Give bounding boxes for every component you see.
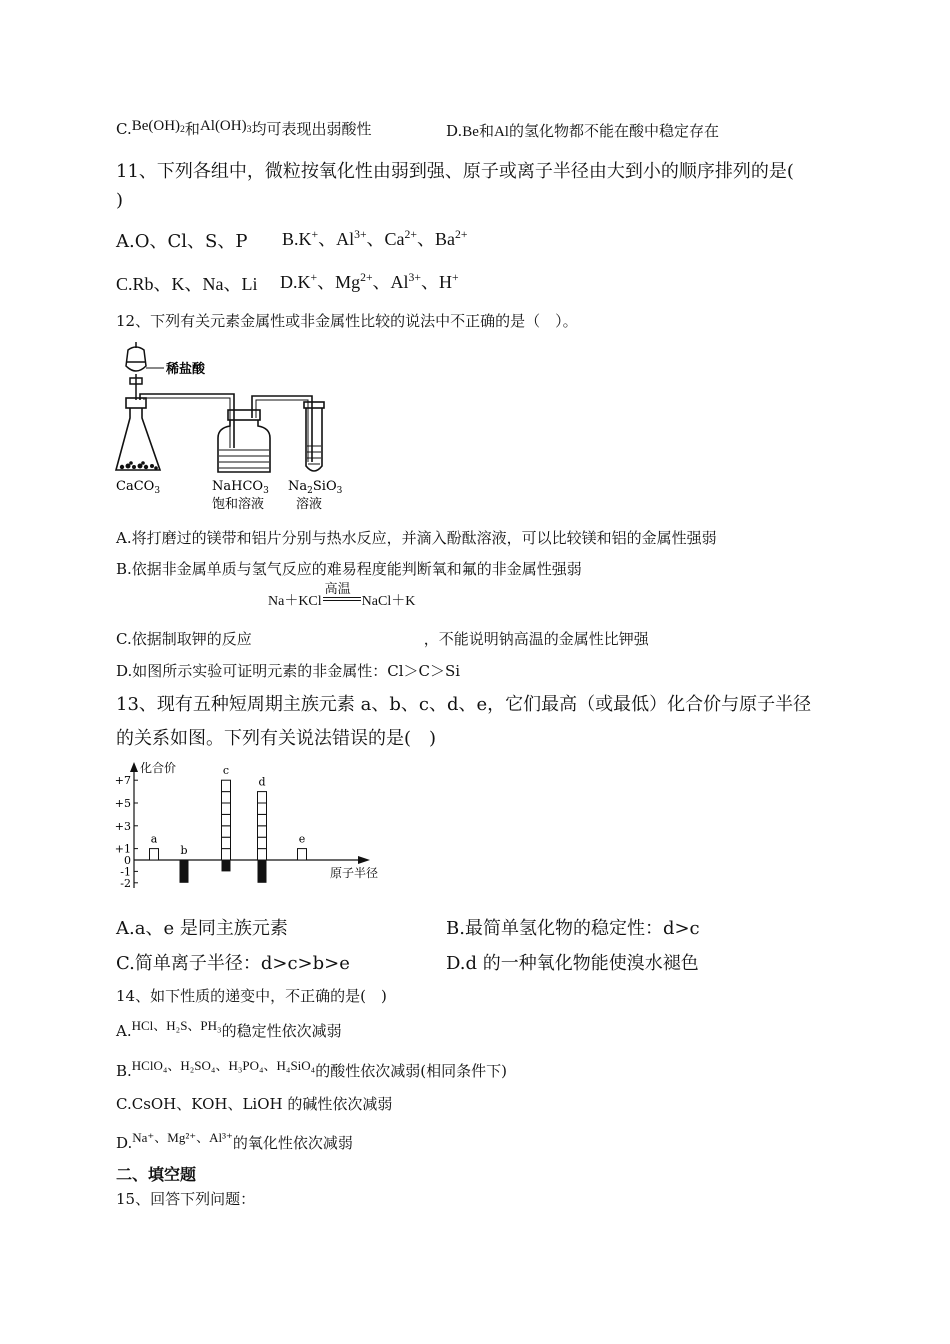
q12-apparatus-figure (112, 338, 362, 518)
tube-liquid (307, 446, 321, 464)
q14-stem: 14、如下性质的递变中，不正确的是( ) (116, 987, 387, 1005)
bar-negative-c (222, 860, 231, 871)
dropping-funnel (126, 342, 146, 400)
q13-option-a: A.a、e 是同主族元素 (116, 918, 288, 939)
q10-option-c: $C.Be(OH)_2$和$Al(OH)_3$均可表现出弱酸性 (116, 118, 372, 138)
bottle-label-1: NaHCO$_3$ (212, 479, 269, 496)
y-tick-label: -2 (120, 876, 131, 890)
bar-positive-d (258, 792, 267, 803)
y-axis-label: 化合价 (140, 761, 177, 775)
test-tube (304, 402, 324, 471)
tube-label-1: $Na_2SiO_3$ (288, 479, 343, 496)
y-tick-label: 0 (124, 854, 131, 867)
bar-positive-e (298, 849, 307, 860)
q12-option-c-equation: Na＋KCl 高温 NaCl＋K (268, 590, 415, 610)
q14-option-c: C.CsOH、KOH、LiOH 的碱性依次减弱 (116, 1095, 393, 1113)
bar-positive-d (258, 849, 267, 860)
q11-option-b: B.K+、$Al^{3+}$、$Ca^{2+}$、$Ba^{2+}$ (282, 227, 468, 249)
q11-option-d: D.K+、$Mg^{2+}$、$Al^{3+}$、H+ (280, 270, 459, 292)
flask-label: CaCO$_3$ (116, 479, 161, 496)
bar-positive-c (222, 792, 231, 803)
q13-option-c: C.简单离子半径：d>c>b>e (116, 953, 350, 974)
category-label-e: e (298, 832, 306, 846)
q14-option-a: A.HCl、H₂S、PH₃的稳定性依次减弱 (116, 1018, 342, 1040)
q11-option-a: A.O、Cl、S、P (116, 231, 248, 252)
bar-positive-c (222, 826, 231, 837)
condition-label: 高温 (324, 582, 351, 597)
delivery-tube-1 (140, 394, 234, 448)
acid-label: 稀盐酸 (166, 362, 206, 377)
bar-positive-c (222, 849, 231, 860)
bar-positive-d (258, 814, 267, 825)
q12-option-b: B.依据非金属单质与氢气反应的难易程度能判断氧和氟的非金属性强弱 (116, 560, 582, 578)
caco3-solid (120, 461, 158, 470)
bar-positive-a (150, 849, 159, 860)
q11-stem-line2: ) (116, 190, 124, 211)
x-axis-label: 原子半径 (330, 866, 379, 880)
q13-option-b: B.最简单氢化物的稳定性：d>c (446, 918, 700, 939)
q11-option-c: C.Rb、K、Na、Li (116, 274, 258, 294)
q15-stem: 15、回答下列问题： (116, 1190, 256, 1208)
y-tick-label: +5 (114, 797, 131, 810)
valence-radius-chart (112, 756, 402, 898)
bar-positive-c (222, 803, 231, 814)
category-label-d: d (258, 775, 266, 789)
bar-positive-c (222, 814, 231, 825)
bar-positive-c (222, 837, 231, 848)
q14-option-b: B.HClO₄、H₂SO₄、H₃PO₄、H₄SiO₄的酸性依次减弱(相同条件下) (116, 1058, 507, 1080)
category-label-c: c (222, 764, 230, 778)
y-tick-label: -1 (120, 865, 131, 879)
q12-option-c: C.依据制取钾的反应 ，不能说明钠高温的金属性比钾强 (116, 630, 649, 648)
bar-positive-d (258, 837, 267, 848)
y-tick-label: +7 (114, 774, 131, 788)
section-2-title: 二、填空题 (116, 1165, 197, 1184)
q13-stem-line2: 的关系如图。下列有关说法错误的是( ) (116, 728, 437, 749)
category-label-b: b (180, 844, 188, 857)
bar-negative-d (258, 860, 267, 883)
q13-stem-line1: 13、现有五种短周期主族元素 a、b、c、d、e，它们最高（或最低）化合价与原子半径 (116, 694, 812, 715)
gas-washing-bottle (218, 410, 270, 472)
q14-option-d: D.Na⁺、Mg²⁺、Al³⁺的氧化性依次减弱 (116, 1130, 353, 1152)
q12-option-a: A.将打磨过的镁带和铝片分别与热水反应，并滴入酚酞溶液，可以比较镁和铝的金属性强弱 (116, 529, 717, 547)
q13-option-d: D.d 的一种氧化物能使溴水褪色 (446, 953, 699, 974)
bar-positive-d (258, 803, 267, 814)
bar-negative-b (180, 860, 189, 883)
category-label-a: a (150, 832, 158, 846)
conical-flask (116, 398, 160, 470)
q12-option-d: D.如图所示实验可证明元素的非金属性：Cl＞C＞Si (116, 662, 461, 680)
q12-stem: 12、下列有关元素金属性或非金属性比较的说法中不正确的是（ ）。 (116, 312, 578, 330)
y-tick-label: +1 (114, 842, 131, 856)
x-axis-arrow (358, 856, 370, 864)
y-tick-label: +3 (114, 819, 131, 833)
q10-option-d: D.Be和Al的氢化物都不能在酸中稳定存在 (446, 122, 719, 140)
q11-stem-line1: 11、下列各组中，微粒按氧化性由弱到强、原子或离子半径由大到小的顺序排列的是( (116, 161, 794, 182)
y-axis-arrow (130, 762, 138, 772)
bar-positive-c (222, 780, 231, 791)
bottle-liquid (219, 450, 269, 468)
bottle-label-2: 饱和溶液 (212, 497, 265, 512)
bar-positive-d (258, 826, 267, 837)
tube-label-2: 溶液 (296, 497, 323, 512)
delivery-tube-2 (252, 396, 312, 462)
